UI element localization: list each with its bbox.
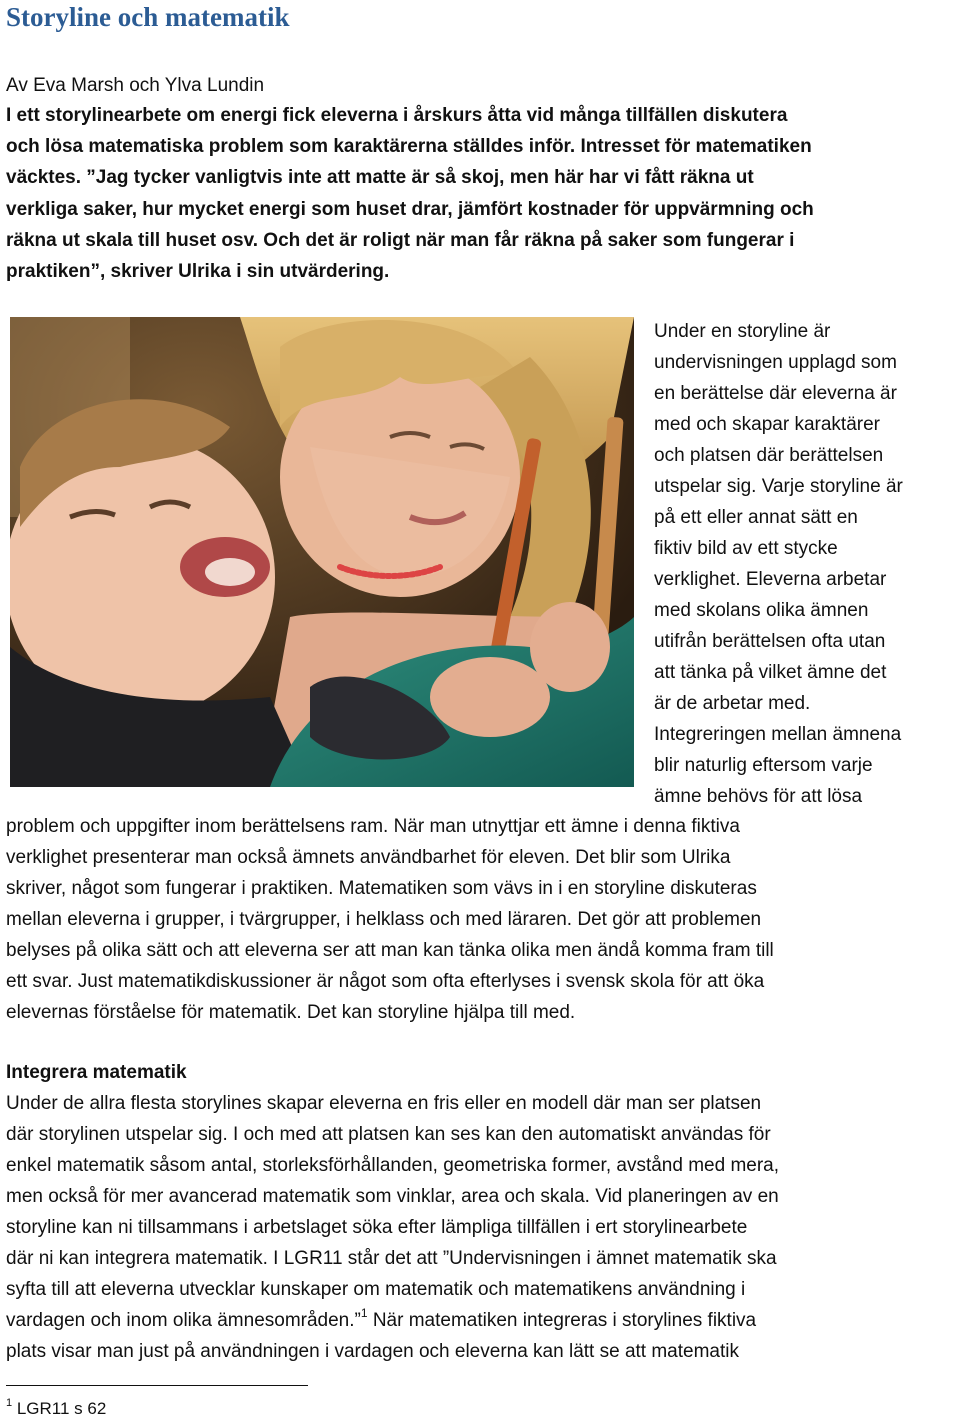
- children-photo: [10, 317, 634, 787]
- intro-paragraph: [6, 100, 956, 287]
- intro-line: verkliga saker, hur mycket energi som huset drar, jämfört kostnader för uppvärmning och: [6, 198, 814, 220]
- side-line: på ett eller annat sätt en: [654, 507, 858, 528]
- body-line: storyline kan ni tillsammans i arbetslaget söka efter lämpliga tillfällen i ert storylinearbete: [6, 1217, 748, 1238]
- side-line: fiktiv bild av ett stycke: [654, 538, 838, 559]
- body-paragraph-2: [6, 1088, 956, 1367]
- body-line: verklighet presenterar man också ämnets användbarhet för eleven. Det blir som Ulrika: [6, 847, 731, 868]
- intro-line: I ett storylinearbete om energi fick eleverna i årskurs åtta vid många tillfällen diskutera: [6, 105, 788, 126]
- body-line: där storylinen utspelar sig. I och med att platsen kan ses kan den automatiskt användas för: [6, 1124, 771, 1145]
- intro-line: väcktes. ”Jag tycker vanligtvis inte att matte är så skoj, men här har vi fått räkna ut: [6, 167, 754, 189]
- side-line: och platsen där berättelsen: [654, 445, 884, 466]
- body-line-with-footnote: [6, 1305, 956, 1336]
- footnote-divider: [6, 1385, 308, 1386]
- side-line: verklighet. Eleverna arbetar: [654, 569, 887, 590]
- intro-line: praktiken”, skriver Ulrika i sin utvärdering.: [6, 261, 390, 283]
- body-line: problem och uppgifter inom berättelsens ram. När man utnyttjar ett ämne i denna fiktiva: [6, 816, 740, 837]
- body-line: belyses på olika sätt och att eleverna ser att man kan tänka olika men ändå komma fram till: [6, 940, 774, 961]
- side-line: undervisningen upplagd som: [654, 352, 897, 373]
- side-line: en berättelse där eleverna är: [654, 383, 897, 404]
- footnote-number: 1: [6, 1397, 13, 1409]
- intro-line: räkna ut skala till huset osv. Och det är roligt när man får räkna på saker som fungerar i: [6, 229, 795, 251]
- body-text-segment: När matematiken integreras i storylines fiktiva: [367, 1310, 757, 1331]
- intro-line: och lösa matematiska problem som karaktärerna ställdes inför. Intresset för matematiken: [6, 136, 812, 158]
- side-line: blir naturlig eftersom varje: [654, 755, 873, 776]
- side-line: utspelar sig. Varje storyline är: [654, 476, 903, 497]
- footnote: [6, 1396, 106, 1422]
- body-line: syfta till att eleverna utvecklar kunskaper om matematik och matematikens användning i: [6, 1279, 746, 1300]
- body-line: där ni kan integrera matematik. I LGR11 står det att ”Undervisningen i ämnet matematik ska: [6, 1248, 777, 1269]
- body-text-segment: vardagen och inom olika ämnesområden.”: [6, 1310, 361, 1331]
- side-line: Integreringen mellan ämnena: [654, 724, 902, 745]
- side-line: att tänka på vilket ämne det: [654, 662, 887, 683]
- document-title: Storyline och matematik: [6, 2, 290, 32]
- authors-line: Av Eva Marsh och Ylva Lundin: [6, 75, 265, 96]
- side-line: med skolans olika ämnen: [654, 600, 869, 621]
- side-line: Under en storyline är: [654, 321, 831, 342]
- body-line: skriver, något som fungerar i praktiken. Matematiken som vävs in i en storyline diskuteras: [6, 878, 757, 899]
- body-line: ett svar. Just matematikdiskussioner är något som ofta efterlyses i svensk skola för att öka: [6, 971, 765, 992]
- photo-illustration: [10, 317, 634, 787]
- footnote-text: LGR11 s 62: [12, 1399, 107, 1418]
- side-line: är de arbetar med.: [654, 693, 811, 714]
- body-paragraph-1: [6, 811, 956, 1028]
- sidebar-paragraph: [654, 316, 960, 812]
- body-line: men också för mer avancerad matematik som vinklar, area och skala. Vid planeringen av en: [6, 1186, 779, 1207]
- body-line: elevernas förståelse för matematik. Det kan storyline hjälpa till med.: [6, 1002, 576, 1023]
- body-line: mellan eleverna i grupper, i tvärgrupper, i helklass och med läraren. Det gör att problemen: [6, 909, 762, 930]
- body-line: enkel matematik såsom antal, storleksförhållanden, geometriska former, avstånd med mera,: [6, 1155, 780, 1176]
- body-line: Under de allra flesta storylines skapar eleverna en fris eller en modell där man ser platsen: [6, 1093, 762, 1114]
- body-line: plats visar man just på användningen i vardagen och eleverna kan lätt se att matematik: [6, 1341, 739, 1362]
- side-line: med och skapar karaktärer: [654, 414, 880, 435]
- side-line: utifrån berättelsen ofta utan: [654, 631, 886, 652]
- side-line: ämne behövs för att lösa: [654, 786, 863, 807]
- section-heading: Integrera matematik: [6, 1062, 187, 1083]
- footnote-reference[interactable]: 1: [360, 1306, 368, 1320]
